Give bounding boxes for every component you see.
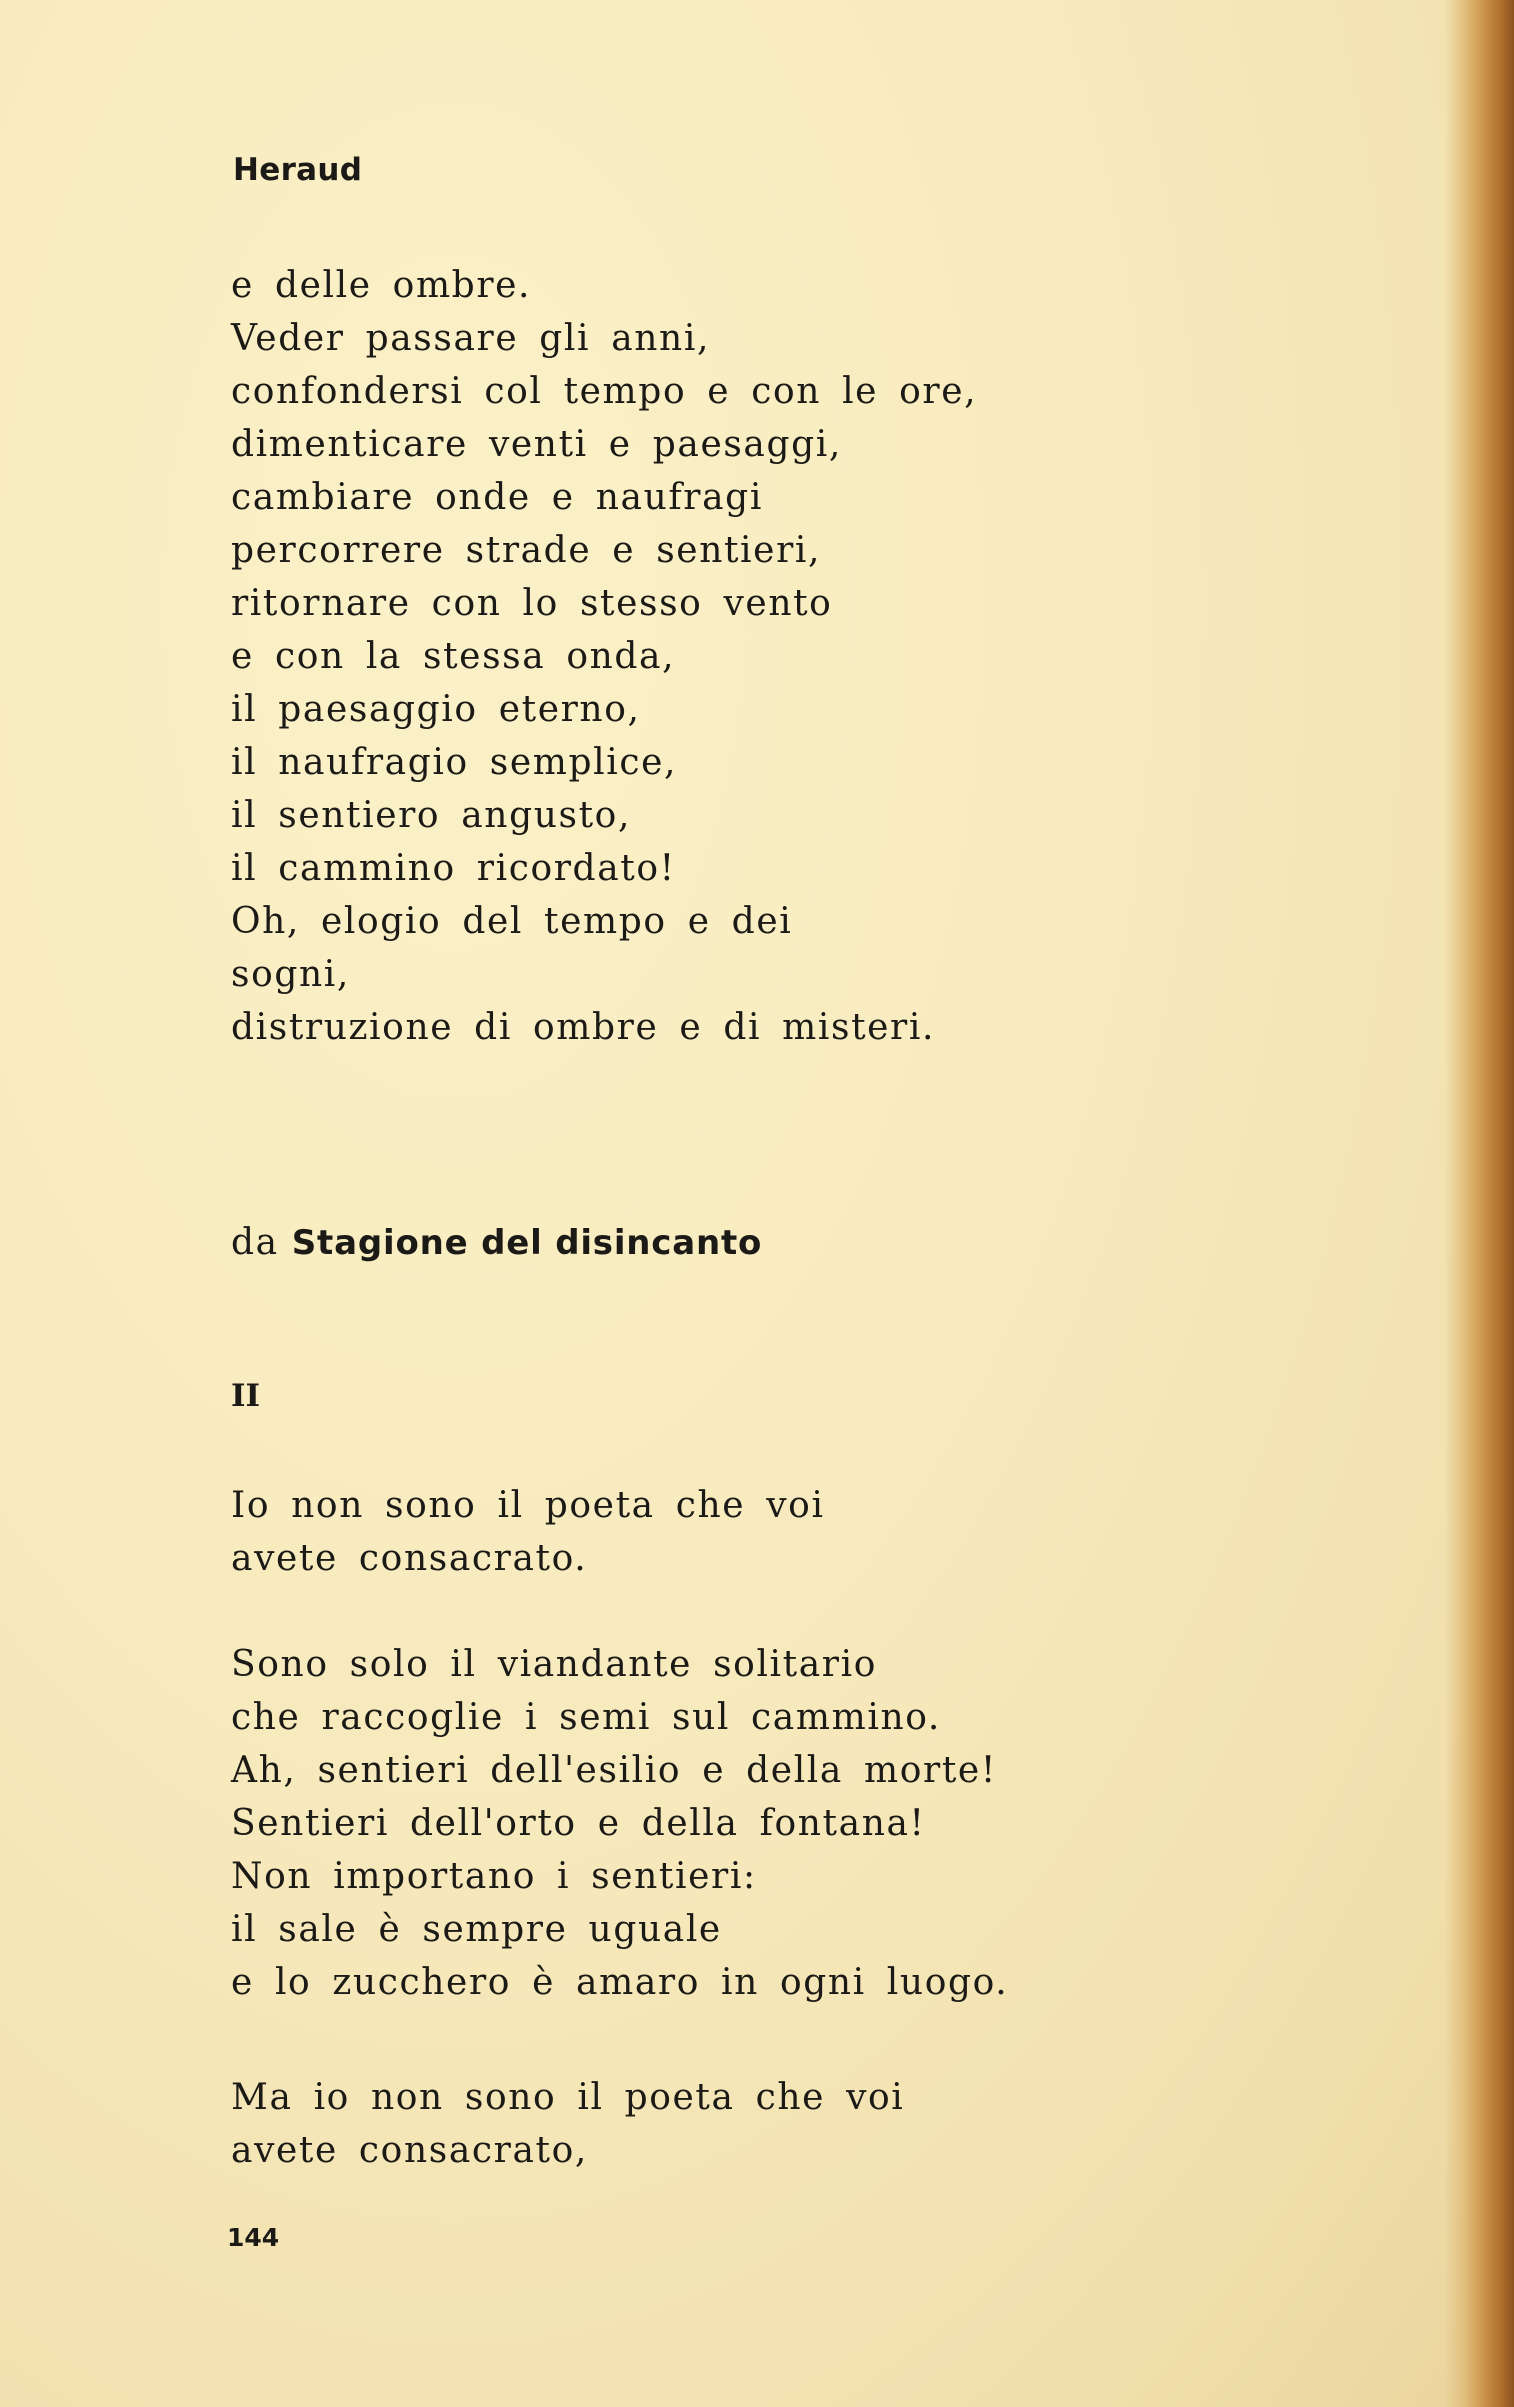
verse-line: Veder passare gli anni, xyxy=(231,318,710,359)
verse-line: percorrere strade e sentieri, xyxy=(231,530,822,571)
verse-line: Sentieri dell'orto e della fontana! xyxy=(231,1803,926,1844)
verse-stanza-3 xyxy=(231,1638,1008,2009)
verse-stanza-1 xyxy=(231,259,977,1054)
verse-line: Ma io non sono il poeta che voi xyxy=(231,2077,905,2118)
verse-line: il paesaggio eterno, xyxy=(231,689,641,730)
verse-line: Sono solo il viandante solitario xyxy=(231,1644,877,1685)
verse-stanza-4 xyxy=(231,2071,904,2177)
verse-line: il naufragio semplice, xyxy=(231,742,678,783)
running-head: Heraud xyxy=(233,152,363,188)
verse-stanza-2 xyxy=(231,1479,825,1585)
section-prefix: da xyxy=(231,1222,279,1263)
verse-line: e con la stessa onda, xyxy=(231,636,676,677)
verse-line: Non importano i sentieri: xyxy=(231,1856,757,1897)
verse-line: distruzione di ombre e di misteri. xyxy=(231,1007,936,1048)
verse-line: ritornare con lo stesso vento xyxy=(231,583,833,624)
verse-line: sogni, xyxy=(231,954,350,995)
section-heading xyxy=(231,1222,762,1263)
section-title: Stagione del disincanto xyxy=(291,1223,763,1263)
verse-line: il cammino ricordato! xyxy=(231,848,676,889)
verse-line: Ah, sentieri dell'esilio e della morte! xyxy=(231,1750,997,1791)
verse-line: dimenticare venti e paesaggi, xyxy=(231,424,842,465)
verse-line: che raccoglie i semi sul cammino. xyxy=(231,1697,941,1738)
verse-line: confondersi col tempo e con le ore, xyxy=(231,371,978,412)
verse-line: cambiare onde e naufragi xyxy=(231,477,763,518)
verse-line: il sentiero angusto, xyxy=(231,795,631,836)
verse-line: Io non sono il poeta che voi xyxy=(231,1485,825,1526)
verse-line: avete consacrato, xyxy=(231,2130,588,2171)
verse-line: e lo zucchero è amaro in ogni luogo. xyxy=(231,1962,1009,2003)
verse-line: avete consacrato. xyxy=(231,1538,588,1579)
page-number: 144 xyxy=(227,2223,280,2252)
verse-line: il sale è sempre uguale xyxy=(231,1909,722,1950)
poem-number: II xyxy=(231,1378,261,1414)
verse-line: Oh, elogio del tempo e dei xyxy=(231,901,793,942)
verse-line: e delle ombre. xyxy=(231,265,532,306)
